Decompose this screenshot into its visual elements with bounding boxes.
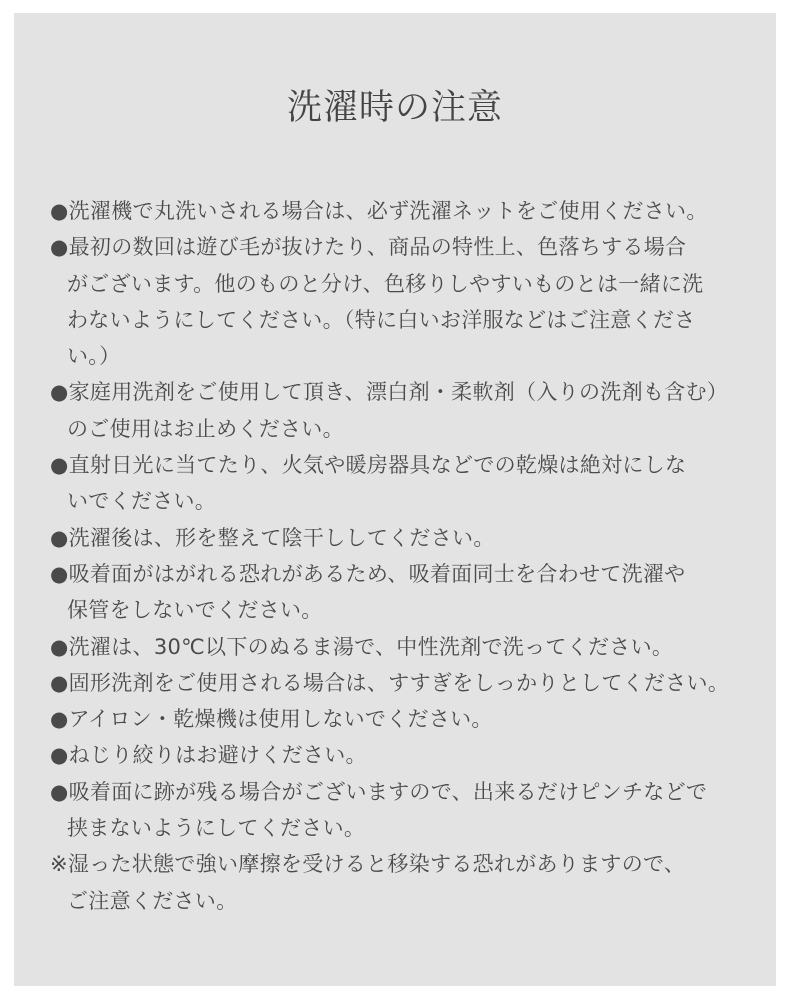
note-line: ●直射日光に当てたり、火気や暖房器具などでの乾燥は絶対にしな bbox=[50, 453, 687, 478]
note-line: ●吸着面がはがれる恐れがあるため、吸着面同士を合わせて洗濯や bbox=[50, 561, 686, 586]
note-line: ※湿った状態で強い摩擦を受けると移染する恐れがありますので、 bbox=[50, 852, 686, 877]
note-line: ●家庭用洗剤をご使用して頂き、漂白剤・柔軟剤（入りの洗剤も含む） bbox=[50, 380, 729, 405]
note-line: いでください。 bbox=[67, 489, 217, 514]
note-line: のご使用はお止めください。 bbox=[67, 416, 344, 441]
note-line: 挟まないようにしてください。 bbox=[67, 816, 366, 841]
note-line: ●最初の数回は遊び毛が抜けたり、商品の特性上、色落ちする場合 bbox=[50, 235, 687, 260]
note-line: ●吸着面に跡が残る場合がございますので、出来るだけピンチなどで bbox=[50, 779, 708, 804]
page-title: 洗濯時の注意 bbox=[286, 88, 503, 128]
note-line: ●ねじり絞りはお避けください。 bbox=[50, 743, 367, 768]
note-line: 保管をしないでください。 bbox=[67, 598, 323, 623]
note-line: ●固形洗剤をご使用される場合は、すすぎをしっかりとしてください。 bbox=[50, 670, 730, 695]
note-line: ●洗濯後は、形を整えて陰干ししてください。 bbox=[50, 525, 495, 550]
note-line: がございます。他のものと分け、色移りしやすいものとは一緒に洗 bbox=[67, 271, 704, 296]
notes-list bbox=[50, 193, 765, 919]
note-line: い。） bbox=[67, 344, 121, 369]
note-line: ●洗濯は、30℃以下のぬるま湯で、中性洗剤で洗ってください。 bbox=[50, 634, 674, 659]
note-line: ご注意ください。 bbox=[67, 888, 238, 913]
note-line: ●アイロン・乾燥機は使用しないでください。 bbox=[50, 707, 493, 732]
note-line: ●洗濯機で丸洗いされる場合は、必ず洗濯ネットをご使用ください。 bbox=[50, 199, 708, 223]
note-line: わないようにしてください。（特に白いお洋服などはご注意くださ bbox=[67, 307, 696, 332]
